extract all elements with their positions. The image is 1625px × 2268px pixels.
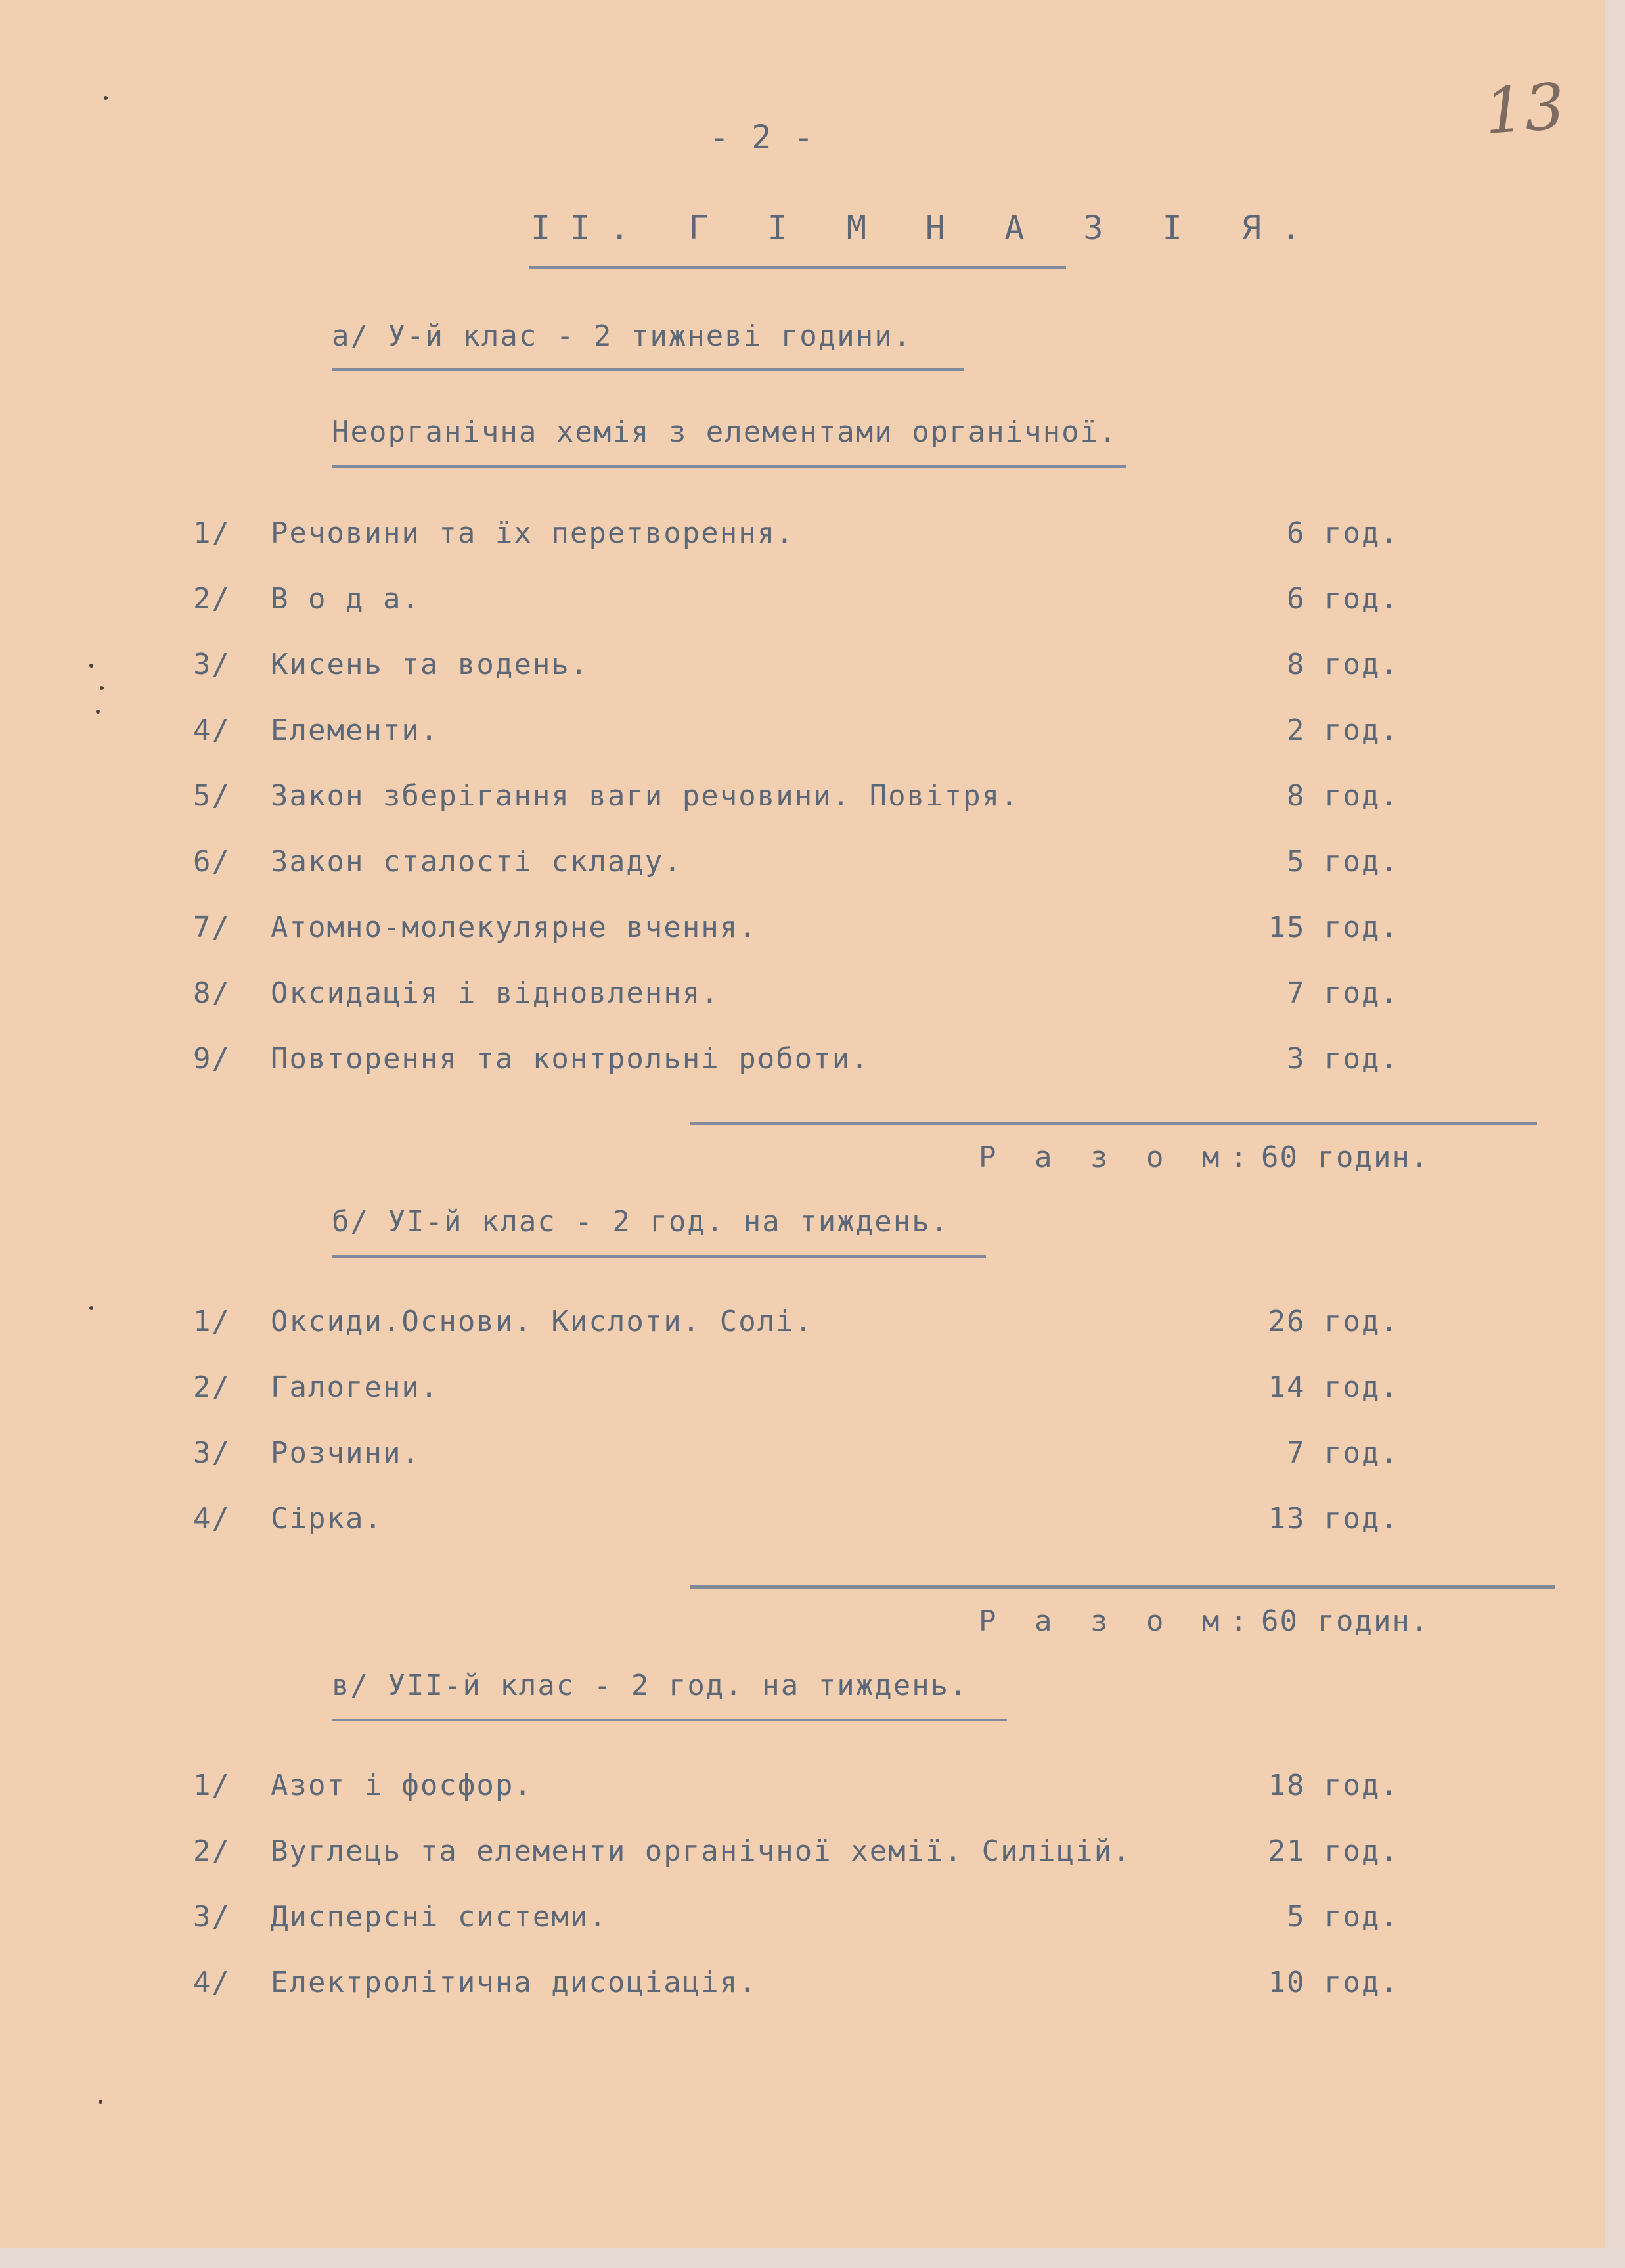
section-a-subheading-underline (332, 465, 1126, 468)
archive-page-number: 13 (1482, 69, 1567, 149)
section-c-item-2-text: Вуглець та елементи органічної хемії. Силіцій. (271, 1834, 1132, 1868)
section-a-total-value: 60 годин. (1261, 1141, 1430, 1174)
section-a-item-8-number: 8/ (193, 976, 231, 1010)
section-a-item-4-text: Елементи. (271, 714, 439, 747)
paper-speck (104, 96, 108, 100)
section-a-item-1-number: 1/ (193, 516, 231, 550)
section-a-item-8-hours: 7 год. (1287, 976, 1399, 1010)
section-b-item-4-text: Сірка. (271, 1502, 383, 1535)
section-a-item-9-text: Повторення та контрольні роботи. (271, 1042, 870, 1076)
section-a-item-4-number: 4/ (193, 714, 231, 747)
scan-edge-bottom (0, 2248, 1625, 2268)
scan-edge-right (1605, 0, 1625, 2268)
section-a-item-3-text: Кисень та водень. (271, 648, 589, 681)
section-a-total-label: Р а з о м: (979, 1141, 1258, 1174)
section-b-item-2-text: Галогени. (271, 1371, 439, 1404)
section-a-item-2-number: 2/ (193, 582, 231, 616)
section-c-heading-underline (332, 1719, 1007, 1721)
section-b-total-value: 60 годин. (1261, 1604, 1430, 1638)
section-c-item-2-number: 2/ (193, 1834, 231, 1868)
section-a-heading-underline (332, 368, 964, 371)
section-a-item-7-text: Атомно-молекулярне вчення. (271, 911, 757, 944)
section-a-item-7-number: 7/ (193, 911, 231, 944)
section-b-item-3-number: 3/ (193, 1436, 231, 1470)
section-b-item-4-hours: 13 год. (1268, 1502, 1399, 1535)
section-c-item-4-number: 4/ (193, 1966, 231, 1999)
title-underline (529, 266, 1066, 269)
paper-speck (89, 664, 93, 668)
section-c-item-4-hours: 10 год. (1268, 1966, 1399, 1999)
section-a-item-5-number: 5/ (193, 779, 231, 813)
section-b-item-2-hours: 14 год. (1268, 1371, 1399, 1404)
section-c-item-4-text: Електролітична дисоціація. (271, 1966, 757, 1999)
section-a-subheading: Неорганічна хемія з елементами органічної. (332, 415, 1118, 449)
section-b-item-2-number: 2/ (193, 1371, 231, 1404)
section-a-item-2-text: В о д а. (271, 582, 420, 616)
section-b-item-1-text: Оксиди.Основи. Кислоти. Солі. (271, 1305, 814, 1338)
section-c-item-3-number: 3/ (193, 1900, 231, 1934)
section-b-heading-underline (332, 1255, 986, 1258)
section-a-heading: а/ У-й клас - 2 тижневі години. (332, 319, 912, 353)
section-b-heading: б/ УІ-й клас - 2 год. на тиждень. (332, 1205, 950, 1238)
section-a-item-6-number: 6/ (193, 845, 231, 878)
document-title: II. Г І М Н А З І Я. (531, 209, 1321, 247)
section-a-item-3-hours: 8 год. (1287, 648, 1399, 681)
section-a-item-8-text: Оксидація і відновлення. (271, 976, 720, 1010)
section-a-item-9-hours: 3 год. (1287, 1042, 1399, 1076)
section-c-item-1-number: 1/ (193, 1769, 231, 1802)
section-a-item-5-hours: 8 год. (1287, 779, 1399, 813)
section-c-item-3-hours: 5 год. (1287, 1900, 1399, 1934)
section-c-item-1-hours: 18 год. (1268, 1769, 1399, 1802)
section-a-item-2-hours: 6 год. (1287, 582, 1399, 616)
section-b-item-3-text: Розчини. (271, 1436, 420, 1470)
section-a-item-5-text: Закон зберігання ваги речовини. Повітря. (271, 779, 1019, 813)
section-a-item-3-number: 3/ (193, 648, 231, 681)
section-b-item-1-number: 1/ (193, 1305, 231, 1338)
section-a-item-1-text: Речовини та їх перетворення. (271, 516, 795, 550)
section-c-heading: в/ УІІ-й клас - 2 год. на тиждень. (332, 1669, 968, 1702)
section-c-item-1-text: Азот і фосфор. (271, 1769, 533, 1802)
section-a-item-9-number: 9/ (193, 1042, 231, 1076)
section-a-item-7-hours: 15 год. (1268, 911, 1399, 944)
section-a-total-rule (690, 1122, 1537, 1125)
section-b-total-label: Р а з о м: (979, 1604, 1258, 1638)
paper-speck (96, 710, 100, 714)
section-a-item-4-hours: 2 год. (1287, 714, 1399, 747)
section-b-total-rule (690, 1585, 1555, 1589)
paper-speck (100, 686, 104, 690)
section-b-item-4-number: 4/ (193, 1502, 231, 1535)
paper-speck (99, 2100, 102, 2104)
section-a-item-6-text: Закон сталості складу. (271, 845, 682, 878)
paper-speck (89, 1306, 93, 1310)
section-b-item-3-hours: 7 год. (1287, 1436, 1399, 1470)
section-c-item-2-hours: 21 год. (1268, 1834, 1399, 1868)
section-a-item-1-hours: 6 год. (1287, 516, 1399, 550)
page-number: - 2 - (709, 118, 815, 156)
section-a-item-6-hours: 5 год. (1287, 845, 1399, 878)
section-b-item-1-hours: 26 год. (1268, 1305, 1399, 1338)
section-c-item-3-text: Дисперсні системи. (271, 1900, 608, 1934)
